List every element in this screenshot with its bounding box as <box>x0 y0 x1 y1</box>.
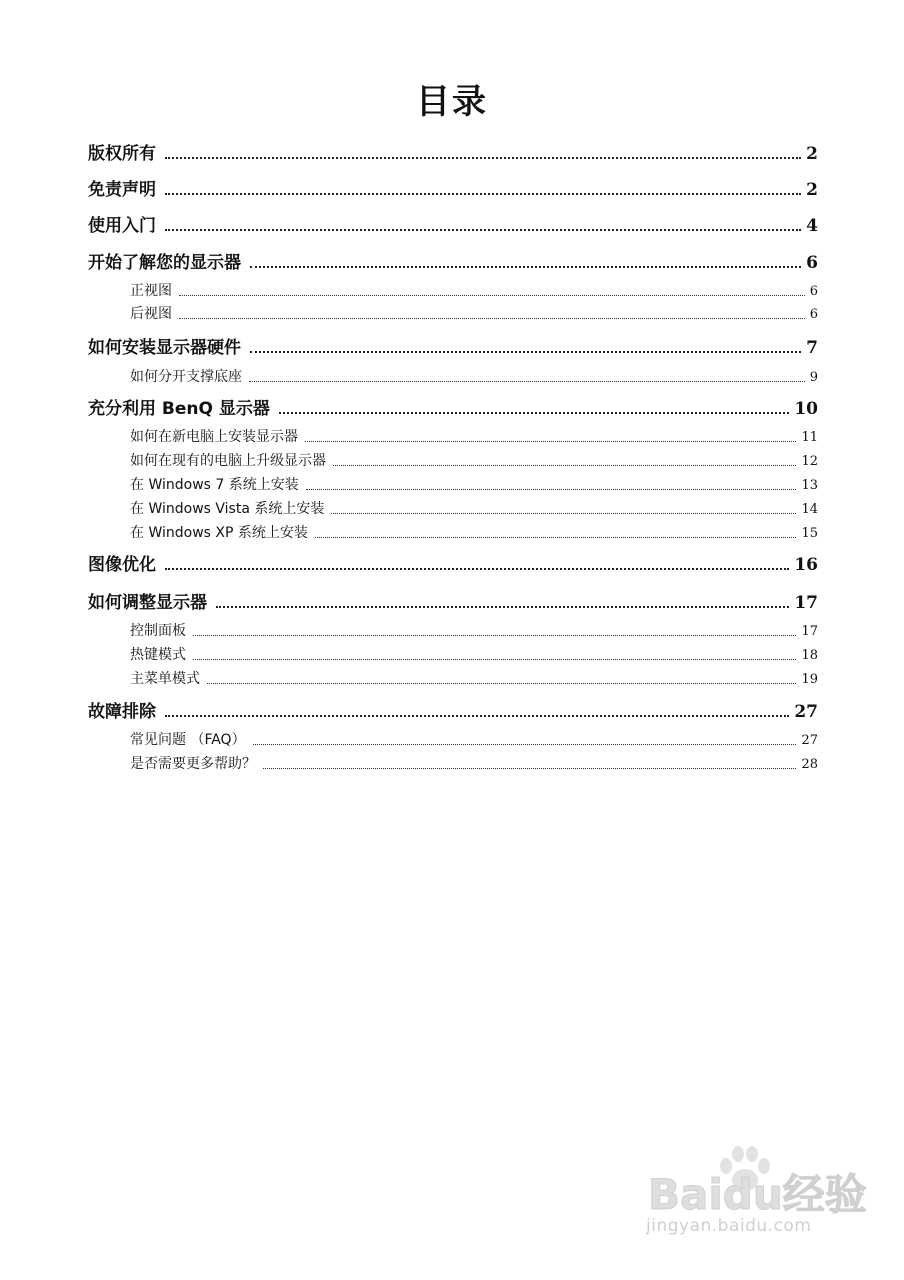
toc-page-number: 18 <box>801 648 818 663</box>
leader-dots <box>207 682 796 684</box>
page-title: 目录 <box>416 82 488 122</box>
toc-entry-getting-started[interactable] <box>88 211 818 236</box>
toc-subentry-new-computer[interactable] <box>130 426 818 446</box>
leader-dots <box>165 714 789 717</box>
toc-entry-copyright[interactable] <box>88 139 818 164</box>
toc-subentry-windows-vista[interactable] <box>130 498 818 518</box>
toc-subentry-main-menu-mode[interactable] <box>130 668 818 688</box>
toc-page-number: 28 <box>801 757 818 772</box>
leader-dots <box>216 605 789 608</box>
leader-dots <box>331 512 796 514</box>
leader-dots <box>179 317 805 319</box>
toc-page-number: 4 <box>806 216 818 236</box>
toc-entry-install-hardware[interactable] <box>88 333 818 358</box>
toc-page-number: 19 <box>801 672 818 687</box>
toc-entry-make-most[interactable] <box>88 394 818 419</box>
leader-dots <box>193 634 796 636</box>
leader-dots <box>333 464 796 466</box>
toc-entry-picture-optimization[interactable] <box>88 550 818 575</box>
toc-page-number: 16 <box>794 555 818 575</box>
leader-dots <box>193 658 796 660</box>
leader-dots <box>315 536 797 538</box>
toc-entry-label: 如何在新电脑上安装显示器 <box>130 429 298 445</box>
toc-page-number: 2 <box>806 144 818 164</box>
leader-dots <box>165 156 801 159</box>
toc-entry-label: 热键模式 <box>130 647 186 663</box>
toc-page-number: 14 <box>801 502 818 517</box>
toc-entry-label: 是否需要更多帮助？ <box>130 756 256 772</box>
toc-entry-label: 常见问题 （FAQ） <box>130 732 246 748</box>
toc-page-number: 9 <box>809 370 818 385</box>
toc-entry-label: 图像优化 <box>88 555 156 575</box>
leader-dots <box>279 411 789 414</box>
toc-entry-label: 在 Windows Vista 系统上安装 <box>130 501 325 517</box>
toc-subentry-windows-xp[interactable] <box>130 522 818 542</box>
toc-page-number: 13 <box>801 478 818 493</box>
leader-dots <box>249 380 805 382</box>
toc-page-number: 6 <box>806 253 818 273</box>
toc-entry-label: 故障排除 <box>88 702 156 722</box>
toc-entry-troubleshooting[interactable] <box>88 697 818 722</box>
toc-page-number: 12 <box>801 454 818 469</box>
toc-page-number: 7 <box>806 338 818 358</box>
toc-page-number: 17 <box>794 593 818 613</box>
toc-subentry-upgrade-computer[interactable] <box>130 450 818 470</box>
toc-subentry-hotkey-mode[interactable] <box>130 644 818 664</box>
toc-entry-label: 如何分开支撑底座 <box>130 369 242 385</box>
toc-page-number: 17 <box>801 624 818 639</box>
baidu-watermark <box>640 1150 870 1260</box>
leader-dots <box>253 743 797 745</box>
leader-dots <box>263 767 796 769</box>
toc-page-number: 27 <box>794 702 818 722</box>
toc-entry-label: 开始了解您的显示器 <box>88 253 241 273</box>
leader-dots <box>305 440 796 442</box>
toc-entry-label: 在 Windows XP 系统上安装 <box>130 525 308 541</box>
toc-subentry-control-panel[interactable] <box>130 620 818 640</box>
toc-page-number: 6 <box>809 307 818 322</box>
toc-subentry-windows-7[interactable] <box>130 474 818 494</box>
toc-page-number: 11 <box>801 430 818 445</box>
toc-entry-label: 正视图 <box>130 283 172 299</box>
toc-subentry-back-view[interactable] <box>130 303 818 323</box>
toc-entry-label: 如何在现有的电脑上升级显示器 <box>130 453 326 469</box>
toc-entry-label: 主菜单模式 <box>130 671 200 687</box>
toc-page-number: 10 <box>794 399 818 419</box>
leader-dots <box>250 350 801 353</box>
watermark-url: jingyan.baidu.com <box>646 1216 812 1236</box>
toc-entry-know-monitor[interactable] <box>88 248 818 273</box>
toc-subentry-detach-stand[interactable] <box>130 366 818 386</box>
toc-entry-label: 后视图 <box>130 306 172 322</box>
toc-entry-label: 控制面板 <box>130 623 186 639</box>
toc-subentry-faq[interactable] <box>130 729 818 749</box>
leader-dots <box>306 488 797 490</box>
toc-subentry-front-view[interactable] <box>130 280 818 300</box>
leader-dots <box>179 294 805 296</box>
toc-entry-label: 使用入门 <box>88 216 156 236</box>
leader-dots <box>165 567 789 570</box>
leader-dots <box>165 192 801 195</box>
toc-entry-label: 版权所有 <box>88 144 156 164</box>
toc-page-number: 6 <box>809 284 818 299</box>
toc-entry-label: 充分利用 BenQ 显示器 <box>88 399 270 419</box>
toc-entry-label: 在 Windows 7 系统上安装 <box>130 477 299 493</box>
leader-dots <box>165 228 801 231</box>
toc-subentry-more-help[interactable] <box>130 753 818 773</box>
toc-page-number: 27 <box>801 733 818 748</box>
toc-entry-adjust-monitor[interactable] <box>88 588 818 613</box>
toc-page-number: 2 <box>806 180 818 200</box>
toc-page-number: 15 <box>801 526 818 541</box>
toc-entry-label: 如何调整显示器 <box>88 593 207 613</box>
toc-entry-label: 如何安装显示器硬件 <box>88 338 241 358</box>
watermark-logo: Baidu经验 <box>648 1170 867 1219</box>
toc-entry-label: 免责声明 <box>88 180 156 200</box>
leader-dots <box>250 265 801 268</box>
toc-entry-disclaimer[interactable] <box>88 175 818 200</box>
